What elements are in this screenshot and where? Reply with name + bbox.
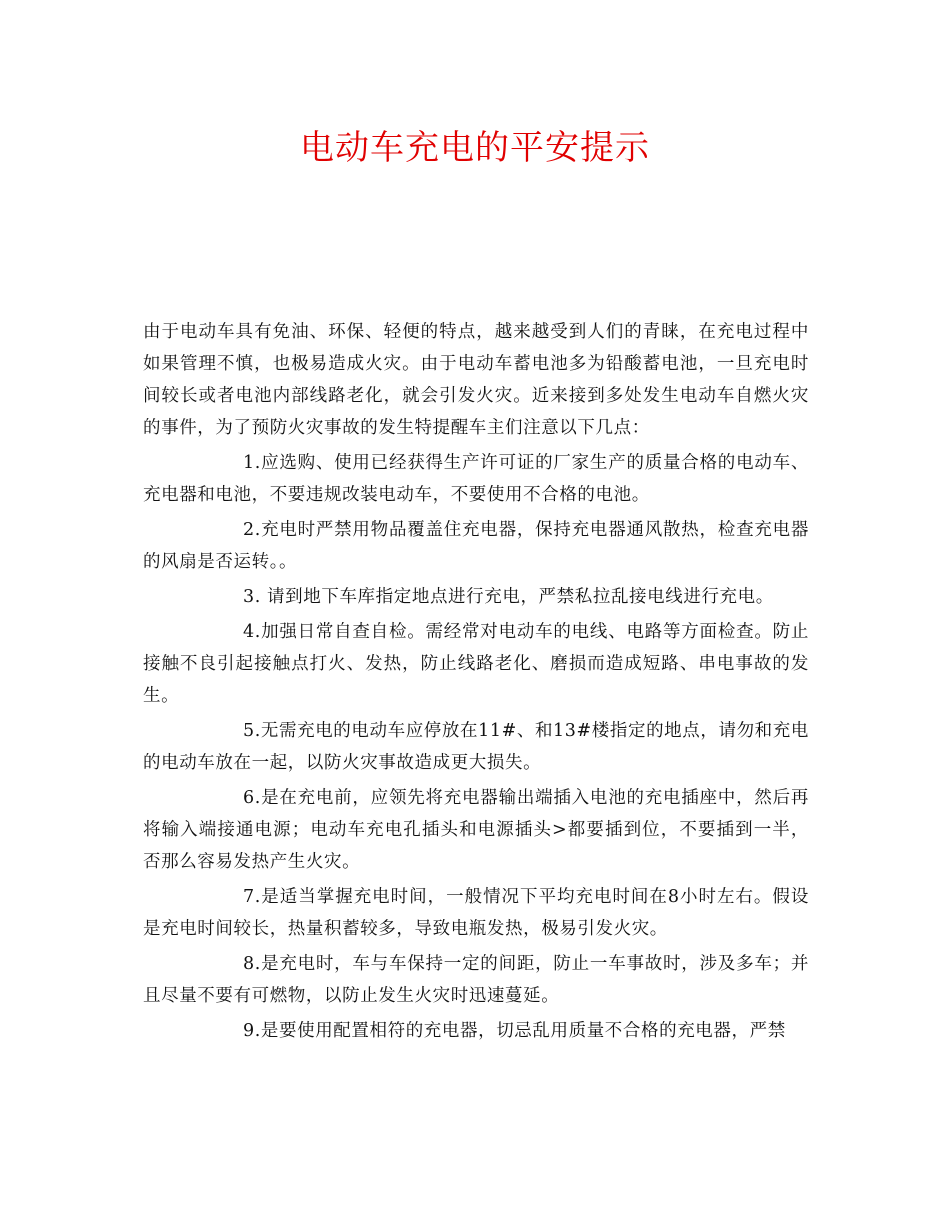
document-title: 电动车充电的平安提示 [300,128,650,168]
tip-item-2: 2.充电时严禁用物品覆盖住充电器，保持充电器通风散热，检查充电器的风扇是否运转。。 [143,520,809,572]
tip-item-3: 3. 请到地下车库指定地点进行充电，严禁私拉乱接电线进行充电。 [243,587,774,607]
tip-item-8: 8.是充电时，车与车保持一定的间距，防止一车事故时，涉及多车；并且尽量不要有可燃物，以防止发生火灾时迅速蔓延。 [143,954,809,1006]
tip-item-5: 5.无需充电的电动车应停放在11#、和13#楼指定的地点，请勿和充电的电动车放在一起，以防火灾事故造成更大损失。 [143,721,809,773]
intro-paragraph: 由于电动车具有免油、环保、轻便的特点，越来越受到人们的青睐，在充电过程中如果管理不慎，也极易造成火灾。由于电动车蓄电池多为铅酸蓄电池，一旦充电时间较长或者电池内部线路老化，就会引发火灾。近来接到多处发生电动车自燃火灾的事件，为了预防火灾事故的发生特提醒车主们注意以下几点： [143,322,809,438]
tip-item-7: 7.是适当掌握充电时间，一般情况下平均充电时间在8小时左右。假设是充电时间较长，热量积蓄较多，导致电瓶发热，极易引发火灾。 [143,887,809,939]
document-body [143,316,809,1050]
tip-item-4: 4.加强日常自查自检。需经常对电动车的电线、电路等方面检查。防止接触不良引起接触点打火、发热，防止线路老化、磨损而造成短路、串电事故的发生。 [143,622,809,706]
tip-item-1: 1.应选购、使用已经获得生产许可证的厂家生产的质量合格的电动车、充电器和电池，不要违规改装电动车，不要使用不合格的电池。 [143,453,809,505]
tip-item-6: 6.是在充电前，应领先将充电器输出端插入电池的充电插座中，然后再将输入端接通电源；电动车充电孔插头和电源插头>都要插到位，不要插到一半，否那么容易发热产生火灾。 [143,788,809,872]
tip-item-9: 9.是要使用配置相符的充电器，切忌乱用质量不合格的充电器，严禁 [243,1021,786,1041]
